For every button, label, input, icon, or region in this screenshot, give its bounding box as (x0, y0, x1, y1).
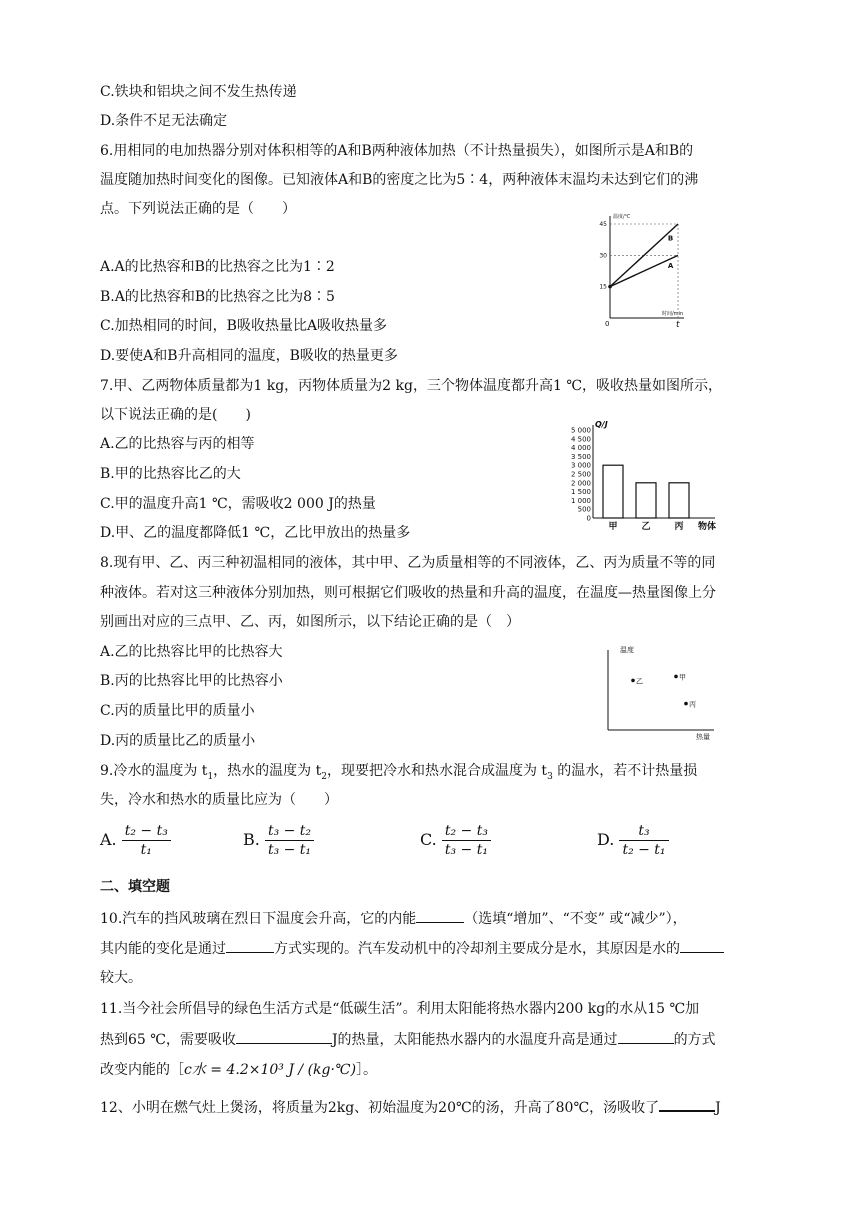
series-label-A: A (667, 262, 674, 271)
q6-option-c: C.加热相同的时间，B吸收热量比A吸收热量多 (100, 318, 388, 334)
numerator: t₃ − t₂ (265, 822, 314, 841)
q6-stem-2: 温度随加热时间变化的图像。已知液体A和B的密度之比为5∶4，两种液体末温均未达到它们的沸 (100, 172, 699, 188)
bar-乙 (636, 483, 656, 518)
q8-stem-1: 8.现有甲、乙、丙三种初温相同的液体，其中甲、乙为质量相等的不同液体，乙、丙为质量不等的同 (100, 555, 716, 571)
q8-option-a: A.乙的比热容比甲的比热容大 (100, 644, 283, 660)
section-heading: 二、填空题 (100, 879, 170, 895)
q11-text-1: 热到65 ℃，需要吸收 (100, 1032, 236, 1048)
q10-text-3: 其内能的变化是通过 (100, 941, 226, 957)
x-axis-label: 热量 (696, 733, 710, 740)
answer-blank[interactable] (416, 908, 464, 923)
q9-text-4: 的温水，若不计热量损 (552, 763, 698, 779)
bar-丙 (669, 483, 689, 518)
answer-blank[interactable] (236, 1029, 332, 1044)
y-axis-label: 温度 (620, 646, 634, 654)
denominator: t₃ − t₁ (444, 842, 488, 858)
series-line-A (610, 255, 678, 286)
point-label: 乙 (636, 677, 643, 686)
q9-stem-1 (100, 761, 697, 787)
point-label: 甲 (679, 673, 686, 682)
q10-text-4: 方式实现的。汽车发动机中的冷却剂主要成分是水，其原因是水的 (274, 941, 680, 957)
y-tick-label: 1 500 (570, 488, 591, 497)
q5-option-c: C.铁块和铝块之间不发生热传递 (100, 84, 297, 100)
y-tick-label: 15 (599, 283, 607, 291)
q10-line-1 (100, 908, 687, 929)
y-tick-label: 1 000 (570, 496, 591, 505)
option-label: A. (100, 830, 117, 849)
y-tick-label: 4 000 (570, 444, 591, 453)
q7-option-c: C.甲的温度升高1 ℃，需吸收2 000 J的热量 (100, 496, 376, 512)
q6-stem-1: 6.用相同的电加热器分别对体积相等的A和B两种液体加热（不计热量损失），如图所示是A和B的 (100, 143, 694, 159)
fraction (442, 822, 491, 859)
category-label: 丙 (674, 522, 684, 532)
y-tick-label: 2 000 (570, 479, 591, 488)
y-axis-label: Q/J (595, 420, 608, 429)
q8-stem-2: 种液体。若对这三种液体分别加热，则可根据它们吸收的热量和升高的温度，在温度—热量图像上分 (100, 585, 716, 601)
subscript: 1 (207, 771, 214, 782)
q8-option-d: D.丙的质量比乙的质量小 (100, 733, 256, 749)
q9-option-b (243, 822, 314, 859)
heat-bar-chart (565, 420, 745, 539)
q9-option-c (420, 822, 491, 859)
formula: c水 = 4.2×10³ J / (kg·℃) (184, 1062, 357, 1078)
q12-text-1: 12、小明在燃气灶上煲汤，将质量为2kg、初始温度为20℃的汤，升高了80℃，汤吸收了 (100, 1100, 660, 1116)
q9-text-1: 9.冷水的温度为 t (100, 763, 208, 779)
point-label: 丙 (689, 700, 696, 709)
q6-option-a: A.A的比热容和B的比热容之比为1∶2 (100, 259, 335, 275)
y-tick-label: 4 500 (570, 435, 591, 444)
point-乙 (631, 679, 635, 683)
denominator: t₁ (140, 842, 152, 858)
subscript: 3 (547, 771, 553, 782)
q7-option-b: B.甲的比热容比乙的大 (100, 466, 241, 482)
q10-text-1: 10.汽车的挡风玻璃在烈日下温度会升高，它的内能 (100, 911, 417, 927)
subscript: 2 (321, 771, 327, 782)
q11-text-2: J的热量，太阳能热水器内的水温度升高是通过 (331, 1032, 618, 1048)
y-tick-label: 3 000 (570, 461, 591, 470)
q6-option-b: B.A的比热容和B的比热容之比为8∶5 (100, 289, 335, 305)
category-label: 乙 (641, 522, 651, 532)
answer-blank[interactable] (659, 1096, 715, 1112)
q12-line-1 (100, 1096, 721, 1118)
answer-blank[interactable] (226, 938, 274, 953)
bar-甲 (603, 465, 623, 518)
q10-text-2: （选填“增加”、“不变” 或“减少”）， (464, 911, 687, 927)
denominator: t₃ − t₁ (267, 842, 312, 858)
q7-stem-1: 7.甲、乙两物体质量都为1 kg，丙物体质量为2 kg，三个物体温度都升高1 ℃，吸收热量如图所示， (100, 378, 722, 394)
q7-option-a: A.乙的比热容与丙的相等 (100, 436, 255, 452)
y-tick-label: 0 (586, 514, 591, 523)
q9-stem-2: 失，冷水和热水的质量比应为（ ） (100, 792, 338, 808)
q11-text-4: 改变内能的［ (100, 1062, 184, 1078)
start-point (608, 285, 612, 289)
q6-stem-3: 点。下列说法正确的是（ ） (100, 201, 296, 217)
fraction (619, 822, 668, 859)
q10-line-2 (100, 938, 724, 959)
origin-label: 0 (605, 320, 610, 328)
y-tick-label: 5 000 (570, 426, 591, 435)
q11-line-1: 11.当今社会所倡导的绿色生活方式是“低碳生活”。利用太阳能将热水器内200 kg的水从15 ℃加 (100, 1001, 700, 1017)
denominator: t₂ − t₁ (622, 842, 666, 858)
point-丙 (684, 702, 688, 706)
q11-text-3: 的方式 (673, 1032, 716, 1048)
y-axis-label: 温度/℃ (613, 214, 631, 220)
y-tick-label: 500 (577, 505, 591, 514)
answer-blank[interactable] (680, 938, 724, 953)
y-tick-label: 3 500 (570, 452, 591, 461)
temperature-time-chart (590, 212, 700, 336)
y-tick-label: 30 (599, 252, 607, 260)
numerator: t₂ − t₃ (442, 822, 491, 841)
answer-blank[interactable] (618, 1029, 674, 1044)
numerator: t₂ − t₃ (122, 822, 171, 841)
q9-option-a (100, 822, 171, 859)
q11-line-3 (100, 1060, 377, 1080)
series-label-B: B (667, 234, 674, 243)
y-tick-label: 45 (599, 221, 607, 228)
q8-option-c: C.丙的质量比甲的质量小 (100, 703, 255, 719)
option-label: C. (420, 830, 437, 849)
q6-option-d: D.要使A和B升高相同的温度，B吸收的热量更多 (100, 348, 398, 364)
q7-option-d: D.甲、乙的温度都降低1 ℃，乙比甲放出的热量多 (100, 525, 411, 541)
x-tick-label: t (676, 320, 680, 330)
numerator: t₃ (619, 822, 668, 841)
x-axis-label: 时间/min (662, 311, 684, 317)
fraction (122, 822, 171, 859)
x-axis-label: 物体 (698, 522, 717, 532)
q11-text-5: ］。 (356, 1062, 378, 1078)
option-label: D. (597, 830, 615, 849)
category-label: 甲 (608, 522, 618, 532)
q12-text-2: J (715, 1100, 721, 1116)
q5-option-d: D.条件不足无法确定 (100, 113, 228, 129)
q9-text-3: ，现要把冷水和热水混合成温度为 t (326, 763, 548, 779)
option-label: B. (243, 830, 260, 849)
q9-text-2: ，热水的温度为 t (213, 763, 322, 779)
q9-option-d (597, 822, 669, 859)
q11-line-2 (100, 1029, 716, 1050)
fraction (265, 822, 314, 859)
q10-line-3: 较大。 (100, 970, 142, 986)
q8-stem-3: 别画出对应的三点甲、乙、丙，如图所示，以下结论正确的是（ ） (100, 614, 520, 630)
point-甲 (674, 675, 678, 679)
q8-option-b: B.丙的比热容比甲的比热容小 (100, 673, 283, 689)
y-tick-label: 2 500 (570, 470, 591, 479)
temperature-heat-scatter (600, 640, 720, 744)
q7-stem-2: 以下说法正确的是( ) (100, 407, 251, 423)
